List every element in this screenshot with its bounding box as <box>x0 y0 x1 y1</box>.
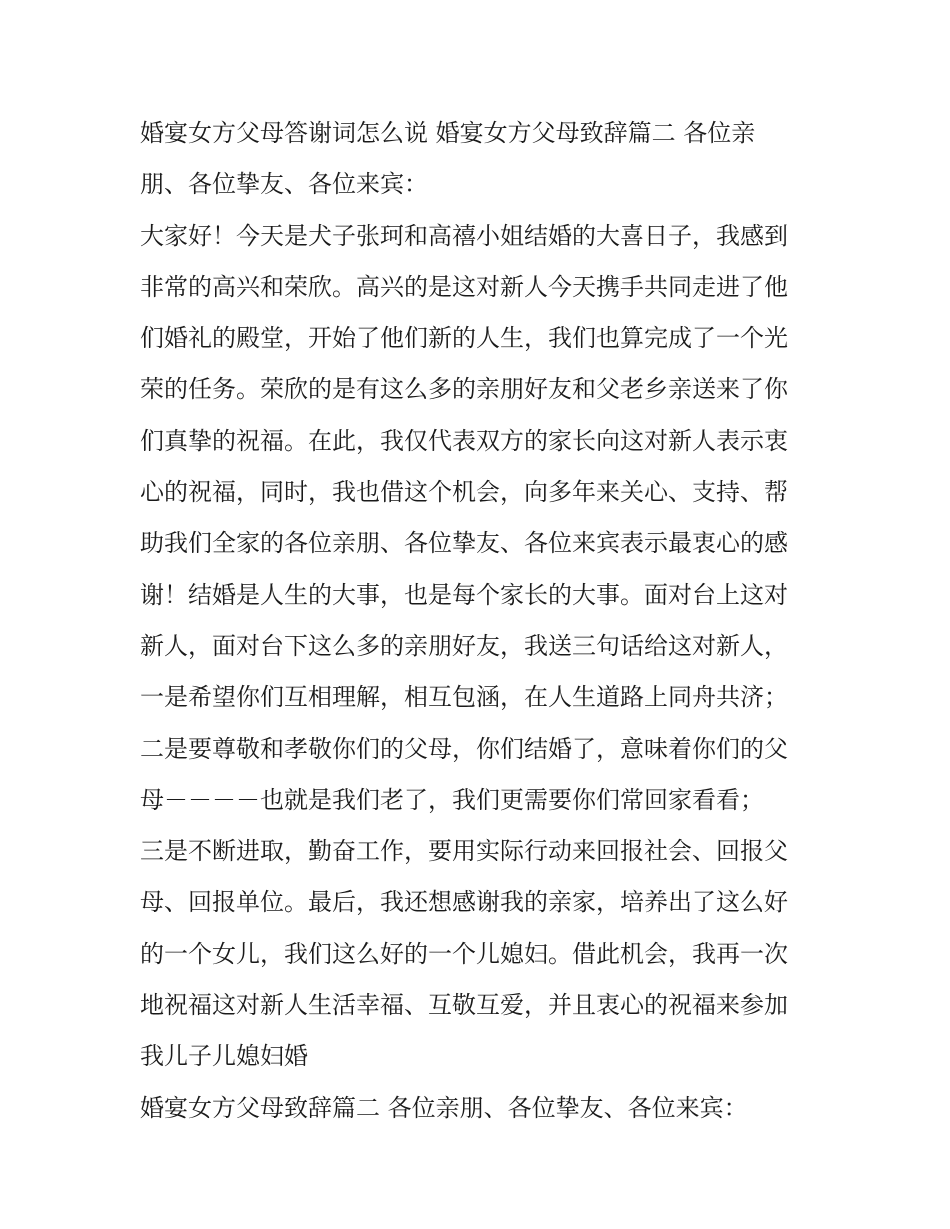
text-line: 们婚礼的殿堂，开始了他们新的人生，我们也算完成了一个光 <box>140 324 788 353</box>
text-line: 母－－－－也就是我们老了，我们更需要你们常回家看看； <box>140 785 764 814</box>
text-line: 谢！结婚是人生的大事，也是每个家长的大事。面对台上这对 <box>140 580 788 609</box>
text-line: 们真挚的祝福。在此，我仅代表双方的家长向这对新人表示衷 <box>140 426 788 455</box>
document-body <box>140 108 820 1134</box>
text-line: 新人，面对台下这么多的亲朋好友，我送三句话给这对新人， <box>140 631 788 660</box>
text-line: 非常的高兴和荣欣。高兴的是这对新人今天携手共同走进了他 <box>140 272 788 301</box>
text-line: 二是要尊敬和孝敬你们的父母，你们结婚了，意味着你们的父 <box>140 734 788 763</box>
text-line: 地祝福这对新人生活幸福、互敬互爱，并且衷心的祝福来参加 <box>140 991 788 1020</box>
text-line: 荣的任务。荣欣的是有这么多的亲朋好友和父老乡亲送来了你 <box>140 375 788 404</box>
text-line: 婚宴女方父母答谢词怎么说 婚宴女方父母致辞篇二 各位亲 <box>140 119 756 147</box>
text-line: 的一个女儿，我们这么好的一个儿媳妇。借此机会，我再一次 <box>140 939 788 968</box>
text-line: 心的祝福，同时，我也借这个机会，向多年来关心、支持、帮 <box>140 478 788 507</box>
text-line: 母、回报单位。最后，我还想感谢我的亲家，培养出了这么好 <box>140 888 788 917</box>
text-line: 朋、各位挚友、各位来宾： <box>140 170 428 199</box>
text-line: 我儿子儿媳妇婚 <box>140 1042 308 1071</box>
text-line: 三是不断进取，勤奋工作，要用实际行动来回报社会、回报父 <box>140 837 788 866</box>
text-line: 助我们全家的各位亲朋、各位挚友、各位来宾表示最衷心的感 <box>140 529 788 558</box>
text-line: 婚宴女方父母致辞篇二 各位亲朋、各位挚友、各位来宾： <box>140 1093 748 1122</box>
text-line: 一是希望你们互相理解，相互包涵，在人生道路上同舟共济； <box>140 683 788 712</box>
text-line: 大家好！今天是犬子张珂和高禧小姐结婚的大喜日子，我感到 <box>140 221 788 250</box>
